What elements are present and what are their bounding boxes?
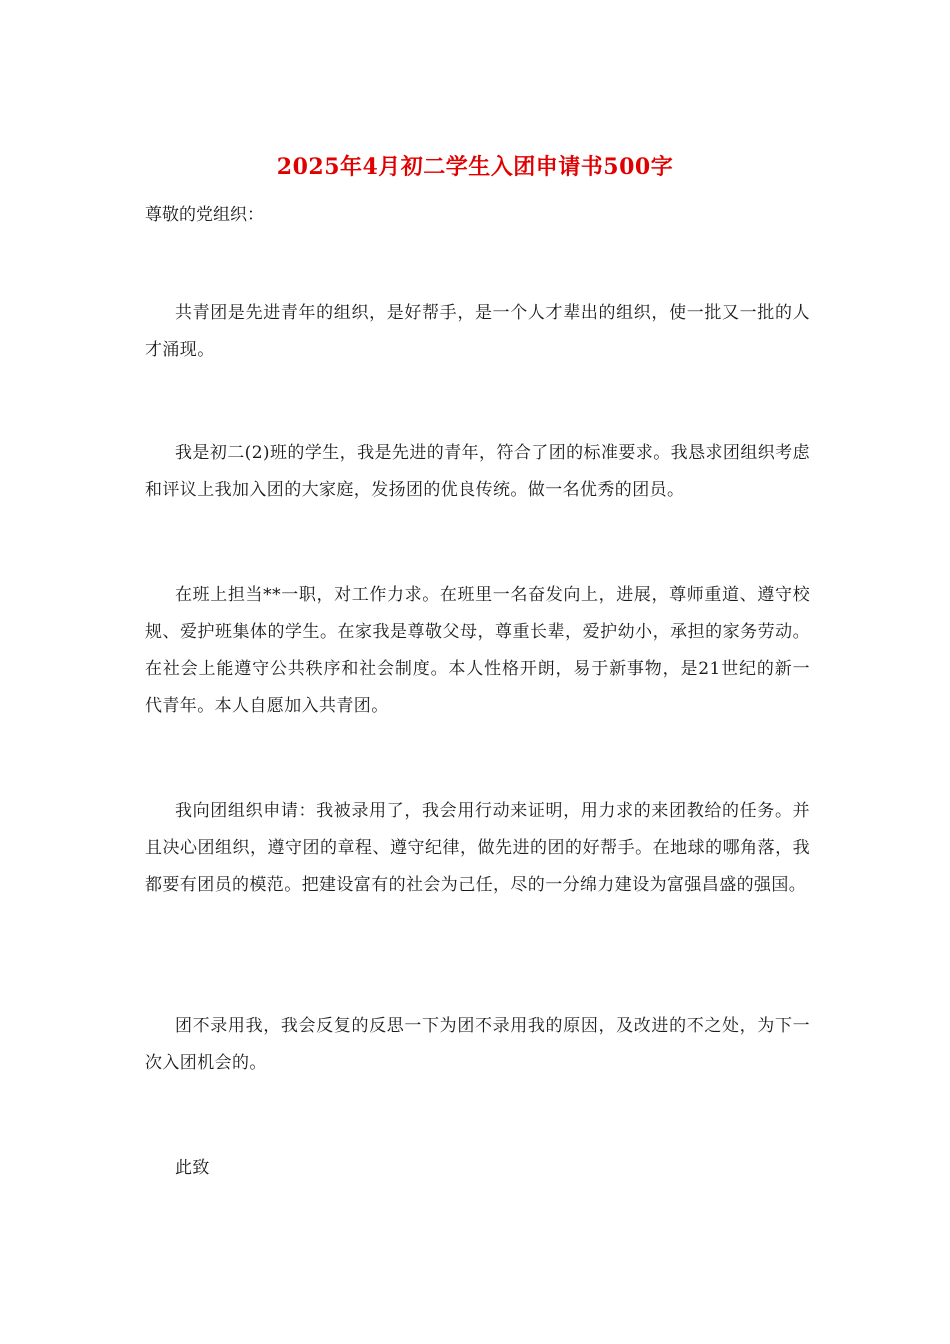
salutation: 尊敬的党组织： <box>145 205 264 225</box>
closing-remark: 此致 <box>175 1158 210 1178</box>
paragraph: 团不录用我，我会反复的反思一下为团不录用我的原因，及改进的不之处，为下一次入团机会的。 <box>145 1016 810 1073</box>
paragraph: 在班上担当**一职，对工作力求。在班里一名奋发向上，进展，尊师重道、遵守校规、爱护班集体的学生。在家我是尊敬父母，尊重长辈，爱护幼小，承担的家务劳动。在社会上能遵守公共秩序和社会制度。本人性格开朗，易于新事物，是21世纪的新一代青年。本人自愿加入共青团。 <box>145 585 810 716</box>
document-title: 2025年4月初二学生入团申请书500字 <box>276 154 674 180</box>
paragraph: 我向团组织申请：我被录用了，我会用行动来证明，用力求的来团教给的任务。并且决心团组织，遵守团的章程、遵守纪律，做先进的团的好帮手。在地球的哪角落，我都要有团员的模范。把建设富有的社会为己任，尽的一分绵力建设为富强昌盛的强国。 <box>145 801 810 895</box>
paragraph: 我是初二(2)班的学生，我是先进的青年，符合了团的标准要求。我恳求团组织考虑和评议上我加入团的大家庭，发扬团的优良传统。做一名优秀的团员。 <box>145 443 810 500</box>
paragraph: 共青团是先进青年的组织，是好帮手，是一个人才辈出的组织，使一批又一批的人才涌现。 <box>145 303 810 360</box>
